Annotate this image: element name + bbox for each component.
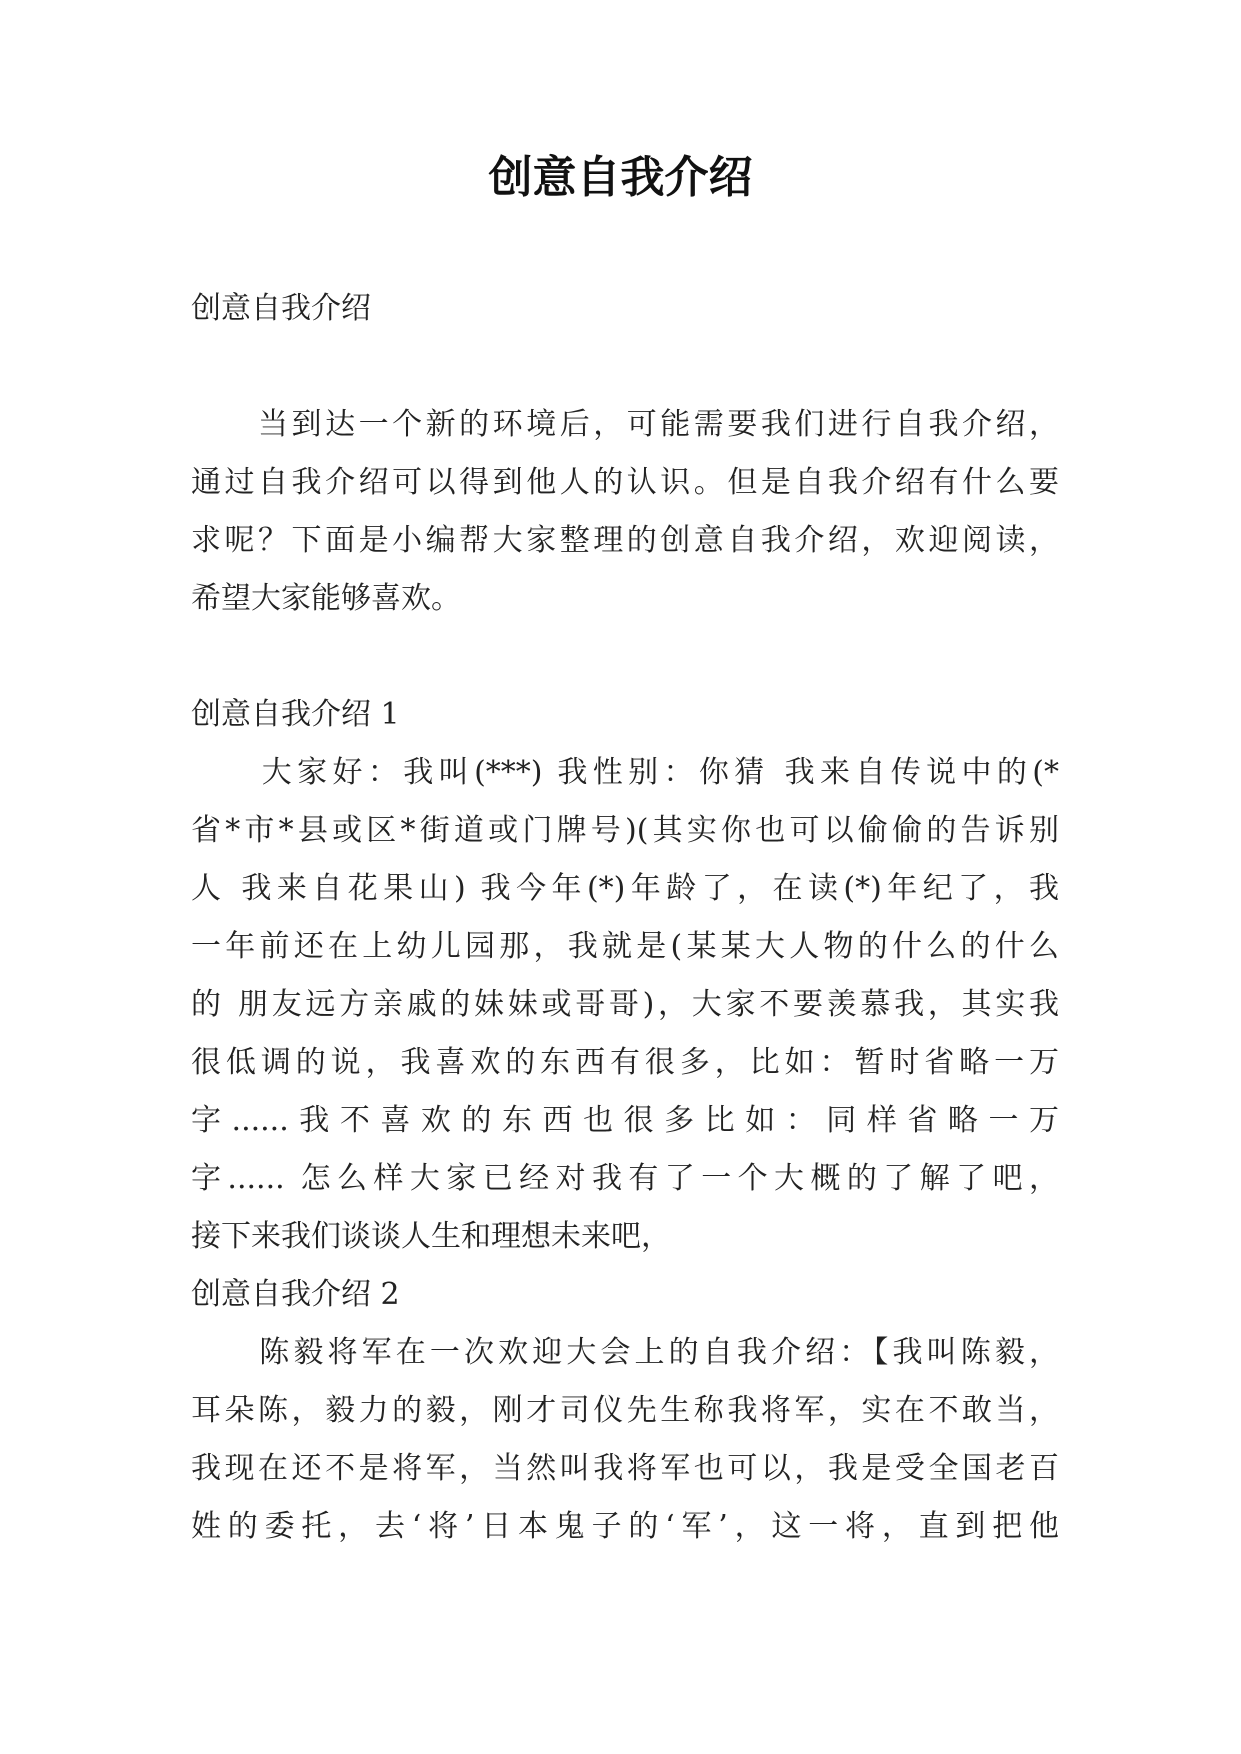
intro-line: 希望大家能够喜欢。 [191,581,461,616]
section-1-paragraph [191,744,1059,1266]
intro-line: 通过自我介绍可以得到他人的认识。但是自我介绍有什么要 [191,465,1059,500]
section-1-line: 一年前还在上幼儿园那，我就是(某某大人物的什么的什么 [191,929,1059,964]
section-1-line: 字...... 怎么样大家已经对我有了一个大概的了解了吧， [191,1161,1059,1196]
document-title: 创意自我介绍 [488,152,753,203]
intro-line: 当到达一个新的环境后，可能需要我们进行自我介绍， [191,407,1059,442]
section-1-line: 接下来我们谈谈人生和理想未来吧， [191,1219,671,1254]
section-2-line: 我现在还不是将军，当然叫我将军也可以，我是受全国老百 [191,1451,1059,1486]
intro-line: 求呢？下面是小编帮大家整理的创意自我介绍，欢迎阅读， [191,523,1059,558]
document-body [191,280,1059,1556]
intro-paragraph [191,396,1059,628]
section-1-heading: 创意自我介绍 1 [191,697,400,732]
subtitle: 创意自我介绍 [191,291,371,326]
spacer [191,338,1059,396]
section-2-paragraph [191,1324,1059,1556]
spacer [191,628,1059,686]
section-1-line: 很低调的说，我喜欢的东西有很多，比如：暂时省略一万 [191,1045,1059,1080]
section-1-line: 的 朋友远方亲戚的妹妹或哥哥)，大家不要羡慕我，其实我 [191,987,1059,1022]
section-1-line: 字......我不喜欢的东西也很多比如：同样省略一万 [191,1103,1059,1138]
section-2-heading: 创意自我介绍 2 [191,1277,400,1312]
section-1-line: 省*市*县或区*街道或门牌号)(其实你也可以偷偷的告诉别 [191,813,1059,848]
section-2-line: 陈毅将军在一次欢迎大会上的自我介绍：【我叫陈毅， [191,1335,1059,1370]
section-1-line: 人 我来自花果山) 我今年(*)年龄了，在读(*)年纪了，我 [191,871,1059,906]
section-2-line: 耳朵陈，毅力的毅，刚才司仪先生称我将军，实在不敢当， [191,1393,1059,1428]
section-2-line: 姓的委托，去‘将’日本鬼子的‘军’，这一将，直到把他 [191,1509,1059,1544]
section-1-line: 大家好：我叫(***) 我性别：你猜 我来自传说中的(* [191,755,1059,790]
